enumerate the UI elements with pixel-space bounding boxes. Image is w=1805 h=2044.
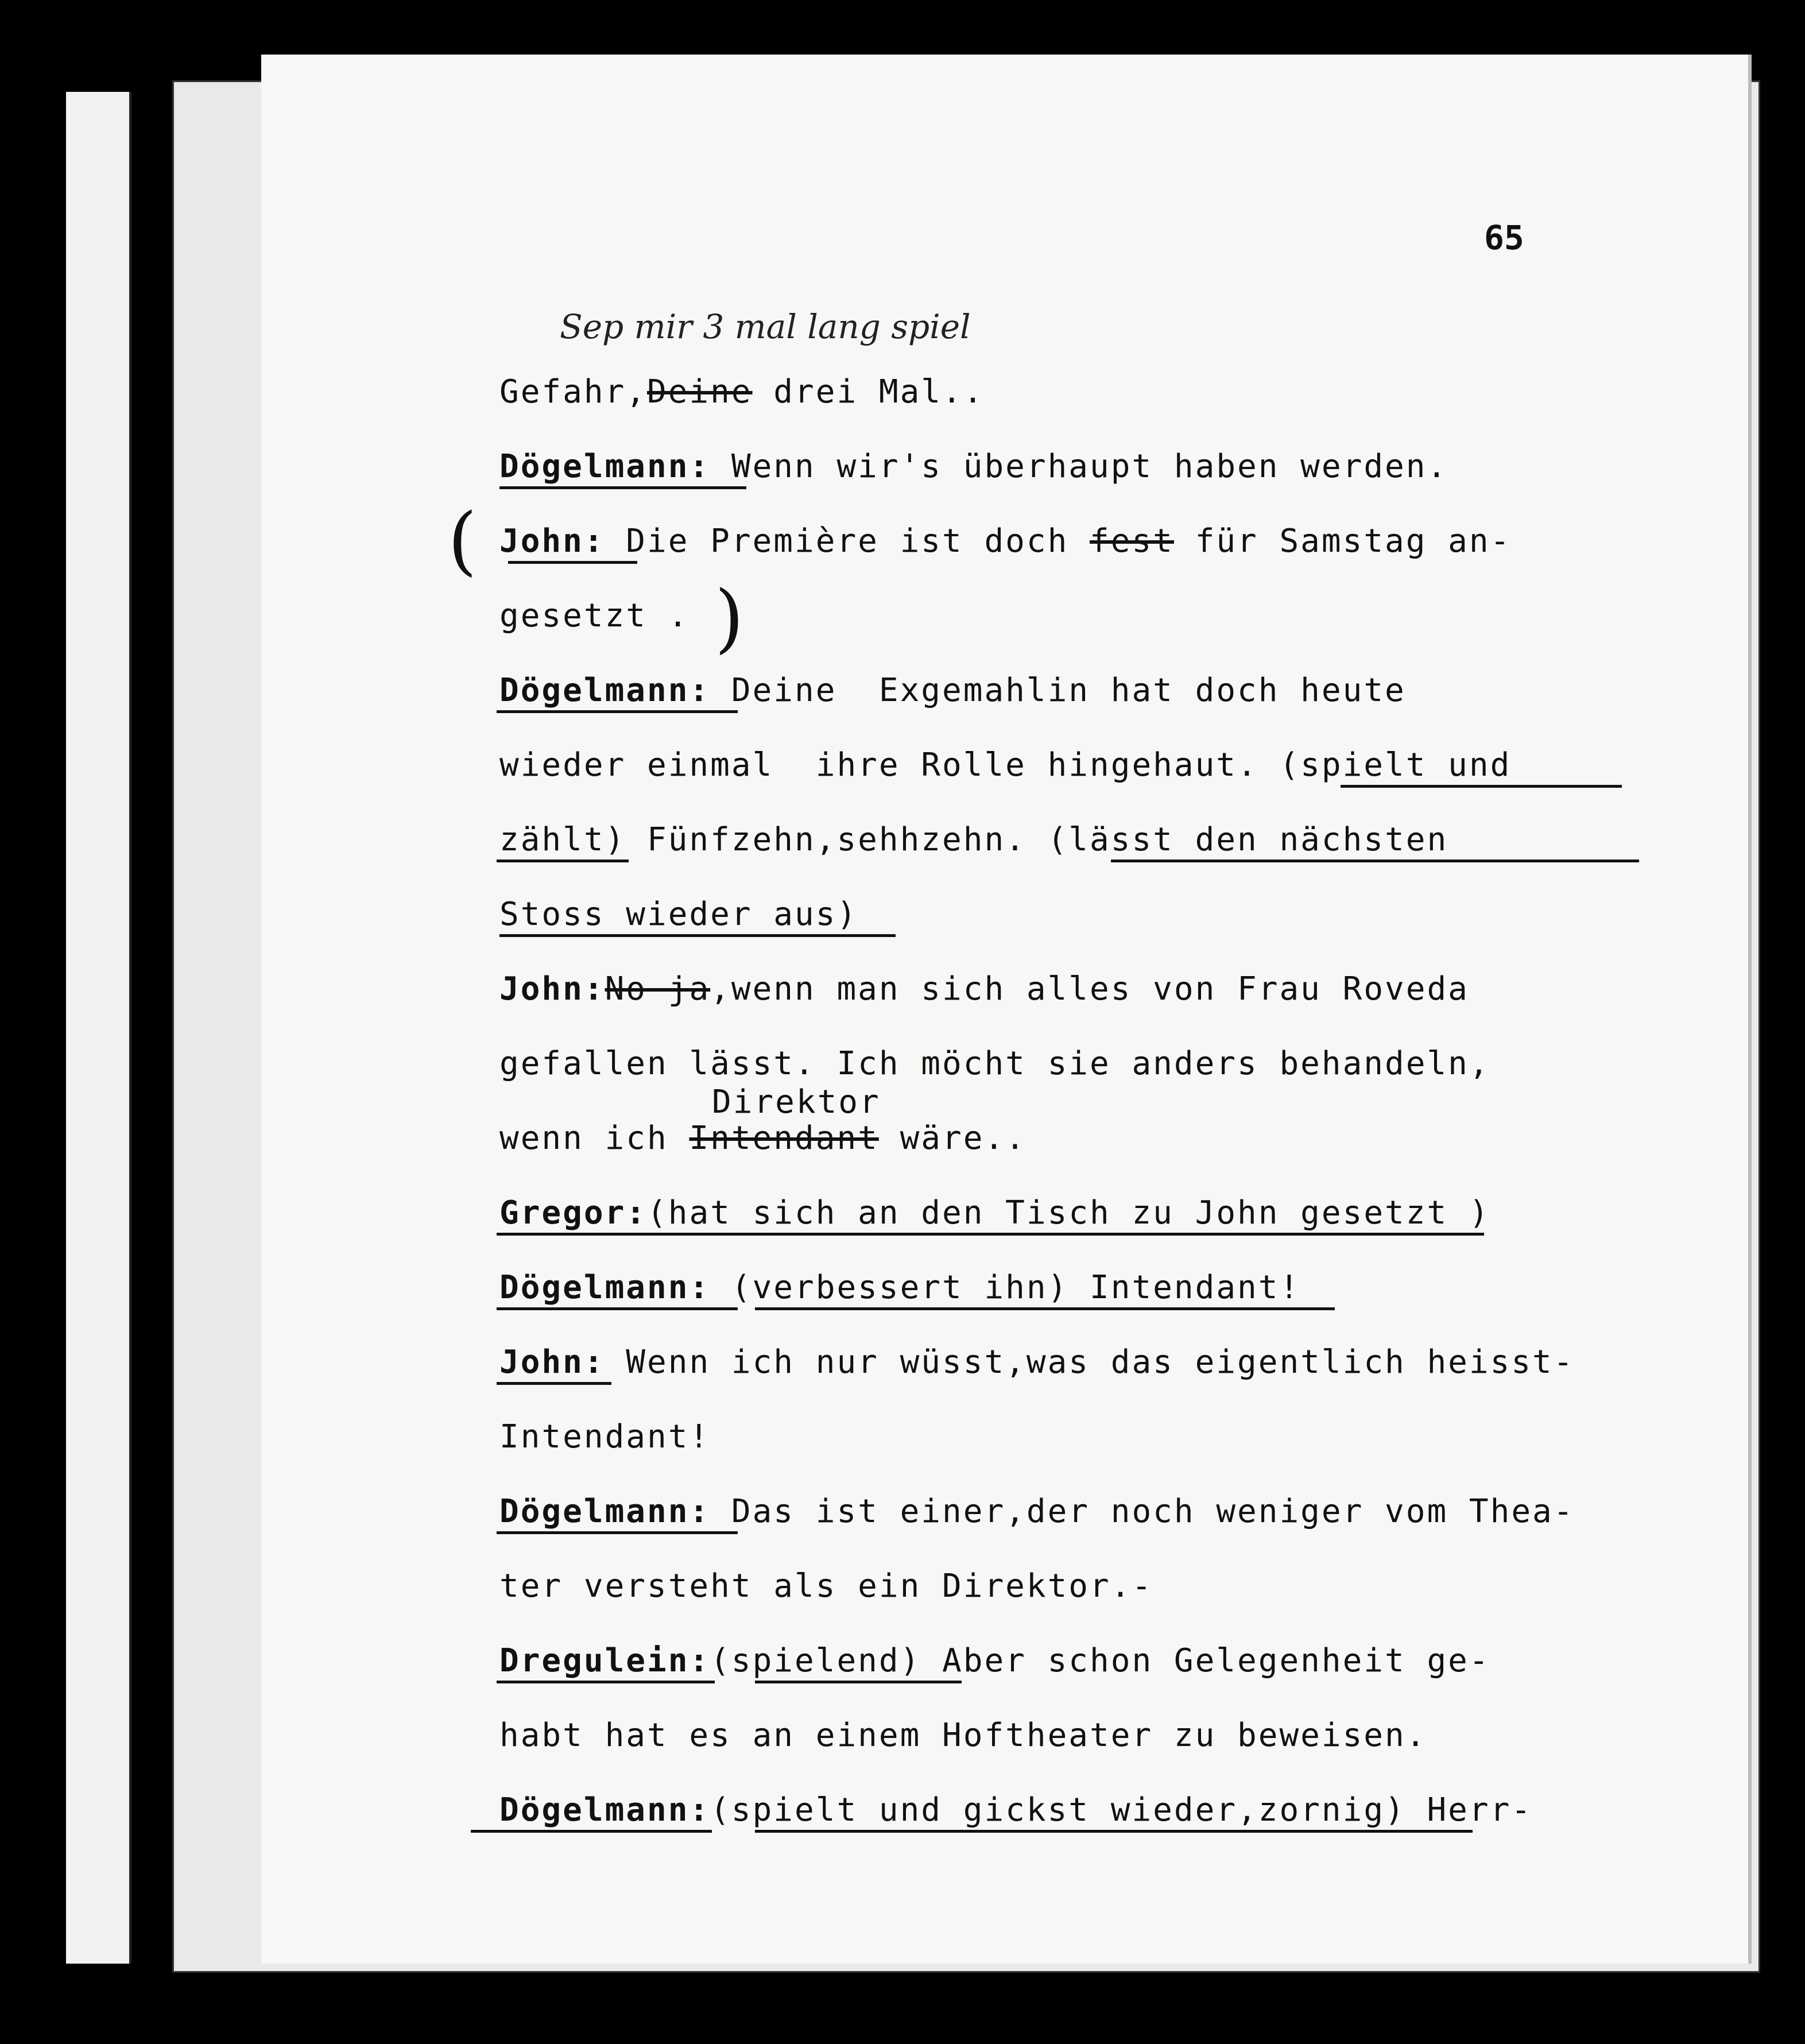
script-line: Intendant!	[499, 1418, 711, 1455]
script-line: wenn ich Intendant wäre..	[499, 1120, 1027, 1157]
underline	[755, 1681, 962, 1683]
speaker-name: Dögelmann:	[499, 1269, 711, 1306]
underline	[497, 860, 629, 862]
inserted-word: Direktor	[712, 1083, 881, 1121]
speaker-name: John:	[499, 1344, 605, 1381]
script-line: Dregulein:(spielend) Aber schon Gelegenheit ge-	[499, 1642, 1490, 1679]
script-line: Dögelmann:(spielt und gickst wieder,zornig) Herr-	[499, 1791, 1533, 1829]
script-line: zählt) Fünfzehn,sehhzehn. (lässt den nächsten	[499, 821, 1448, 858]
underline	[497, 1531, 738, 1534]
underline	[508, 561, 637, 564]
speaker-name: Dregulein:	[499, 1642, 711, 1679]
script-line: Dögelmann: Wenn wir's überhaupt haben werden.	[499, 448, 1448, 485]
script-line: gesetzt .	[499, 597, 690, 634]
underline	[497, 710, 738, 713]
speaker-name: John:	[499, 522, 605, 560]
underline	[499, 934, 896, 937]
script-line: Gefahr,Deine drei Mal..	[499, 373, 985, 411]
underline	[497, 1307, 738, 1310]
script-line: John: Wenn ich nur wüsst,was das eigentlich heisst-	[499, 1344, 1575, 1381]
underline	[755, 1307, 1335, 1310]
speaker-name: Gregor:	[499, 1194, 648, 1232]
speaker-name: John:	[499, 970, 605, 1008]
speaker-name: Dögelmann:	[499, 1493, 711, 1530]
speaker-name: Dögelmann:	[499, 672, 711, 709]
script-line: John:No ja,wenn man sich alles von Frau Roveda	[499, 970, 1469, 1008]
bracket-mark: (	[448, 497, 477, 584]
underline	[499, 486, 746, 489]
underline	[497, 1681, 715, 1683]
speaker-name: Dögelmann:	[499, 448, 711, 485]
page-number: 65	[1484, 218, 1524, 257]
script-line: habt hat es an einem Hoftheater zu beweisen.	[499, 1717, 1427, 1754]
script-line: Stoss wieder aus)	[499, 896, 858, 933]
adjacent-sheet-strip	[66, 92, 131, 1964]
script-line: Dögelmann: Deine Exgemahlin hat doch heute	[499, 672, 1406, 709]
script-line: wieder einmal ihre Rolle hingehaut. (spielt und	[499, 746, 1512, 784]
speaker-name: Dögelmann:	[499, 1791, 711, 1829]
underline	[497, 1382, 611, 1385]
underline	[1111, 860, 1639, 862]
underline	[1341, 785, 1622, 788]
script-line: ter versteht als ein Direktor.-	[499, 1567, 1153, 1605]
underline	[471, 1830, 712, 1833]
script-line: Dögelmann: Das ist einer,der noch weniger vom Thea-	[499, 1493, 1575, 1530]
script-line: Dögelmann: (verbessert ihn) Intendant!	[499, 1269, 1301, 1306]
handwritten-annotation: Sep mir 3 mal lang spiel	[560, 307, 971, 346]
script-line: John: Die Première ist doch fest für Samstag an-	[499, 522, 1512, 560]
underline	[755, 1830, 1473, 1833]
underline	[497, 1233, 1484, 1236]
bracket-mark: )	[715, 574, 744, 661]
script-line: Gregor:(hat sich an den Tisch zu John gesetzt )	[499, 1194, 1490, 1232]
script-line: gefallen lässt. Ich möcht sie anders behandeln,	[499, 1045, 1490, 1082]
typewritten-page	[261, 55, 1752, 1964]
